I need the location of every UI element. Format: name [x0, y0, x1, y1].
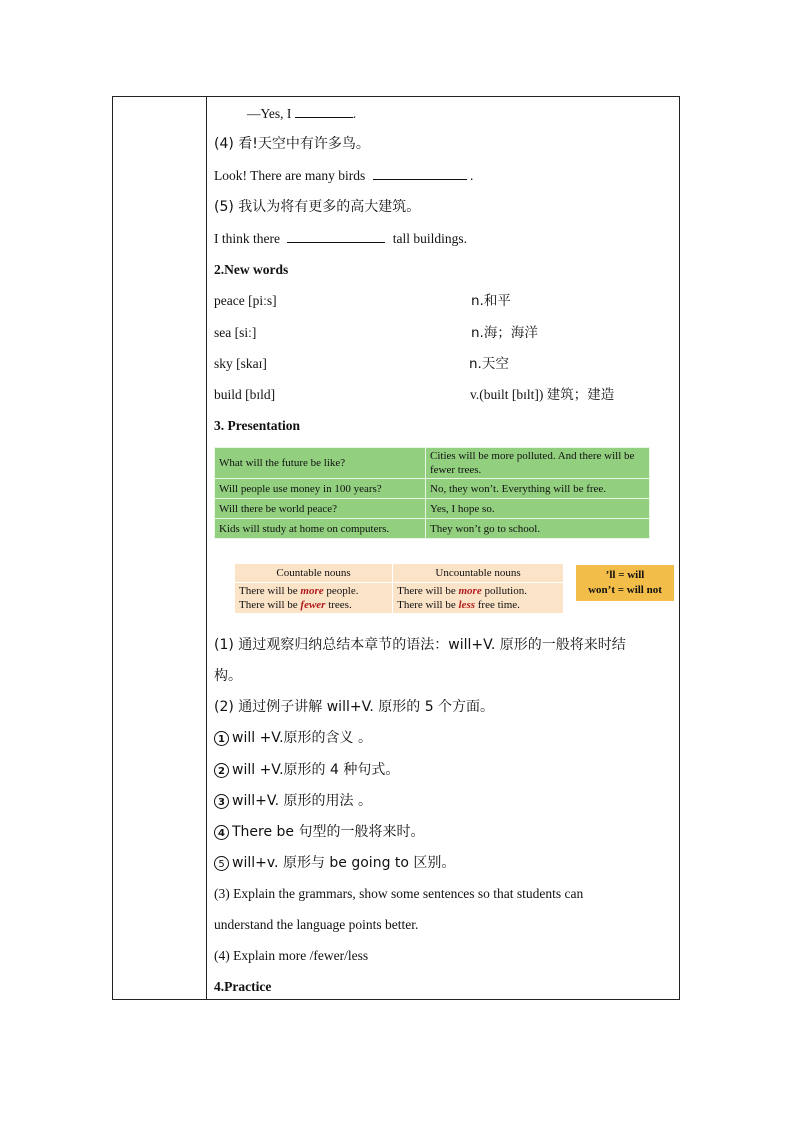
- question-5-cn: (5) 我认为将有更多的高大建筑。: [214, 199, 421, 215]
- contraction-will-not: won’t = will not: [588, 584, 662, 596]
- answer-blank[interactable]: [295, 105, 353, 118]
- question-5-en: [214, 230, 467, 248]
- meaning-sea: n.海；海洋: [471, 325, 538, 341]
- step-2: (2) 通过例子讲解 will+V. 原形的 5 个方面。: [214, 699, 495, 715]
- qa-question: Kids will study at home on computers.: [215, 519, 426, 539]
- question-4-cn: (4) 看!天空中有许多鸟。: [214, 136, 370, 152]
- contractions-box: [576, 565, 674, 601]
- number-5-icon: 5: [214, 856, 229, 871]
- point-5: [214, 854, 455, 872]
- number-3-icon: 3: [214, 794, 229, 809]
- example-text: pollution.: [481, 585, 527, 597]
- uncountable-header: Uncountable nouns: [393, 564, 564, 583]
- step-1-line-b: 构。: [214, 668, 242, 684]
- number-2-icon: 2: [214, 763, 229, 778]
- qa-answer: They won’t go to school.: [426, 519, 650, 539]
- lesson-table: [112, 96, 680, 1000]
- table-row: [235, 564, 564, 583]
- step-3-line-a: (3) Explain the grammars, show some sentences so that students can: [214, 886, 584, 901]
- qa-question: What will the future be like?: [215, 448, 426, 479]
- point-text: will+V. 原形的用法 。: [232, 793, 372, 809]
- qa-answer: No, they won’t. Everything will be free.: [426, 479, 650, 499]
- word-build: build [bɪld]: [214, 387, 276, 402]
- word-sky: sky [skaɪ]: [214, 356, 267, 371]
- point-text: will +V.原形的 4 种句式。: [232, 762, 400, 778]
- example-text: free time.: [475, 599, 520, 611]
- table-row: [215, 519, 650, 539]
- step-3-line-b: understand the language points better.: [214, 917, 419, 932]
- nouns-table: [234, 563, 564, 614]
- question-5-text-a: I think there: [214, 231, 280, 246]
- question-5-blank[interactable]: [287, 230, 385, 243]
- table-row: [215, 499, 650, 519]
- qa-table: [214, 447, 650, 539]
- uncountable-examples: [393, 583, 564, 614]
- question-5-text-b: tall buildings.: [392, 231, 467, 246]
- example-text: There will be: [239, 585, 301, 597]
- question-4-text: Look! There are many birds: [214, 168, 366, 183]
- qa-answer: Cities will be more polluted. And there will be fewer trees.: [426, 448, 650, 479]
- question-4-period: .: [469, 168, 474, 183]
- example-emphasis: more: [458, 585, 482, 597]
- answer-text: —Yes, I: [247, 106, 292, 121]
- practice-heading: 4.Practice: [214, 979, 272, 994]
- answer-period: .: [352, 106, 357, 121]
- number-4-icon: 4: [214, 825, 229, 840]
- number-1-icon: 1: [214, 731, 229, 746]
- meaning-peace: n.和平: [471, 293, 511, 309]
- presentation-heading: 3. Presentation: [214, 418, 300, 433]
- example-text: There will be: [239, 599, 301, 611]
- example-text: There will be: [397, 599, 459, 611]
- example-emphasis: fewer: [300, 599, 326, 611]
- point-1: [214, 729, 372, 747]
- example-text: people.: [323, 585, 359, 597]
- point-text: There be 句型的一般将来时。: [232, 824, 425, 840]
- example-emphasis: more: [300, 585, 324, 597]
- column-divider: [206, 97, 207, 999]
- example-text: trees.: [325, 599, 352, 611]
- point-4: [214, 823, 425, 841]
- meaning-sky: n.天空: [469, 356, 509, 372]
- table-row: [235, 583, 564, 614]
- qa-question: Will there be world peace?: [215, 499, 426, 519]
- point-3: [214, 792, 372, 810]
- qa-answer: Yes, I hope so.: [426, 499, 650, 519]
- meaning-build: v.(built [bɪlt]) 建筑；建造: [470, 387, 615, 402]
- example-emphasis: less: [458, 599, 475, 611]
- table-row: [215, 479, 650, 499]
- table-row: [215, 448, 650, 479]
- step-4: (4) Explain more /fewer/less: [214, 948, 369, 963]
- new-words-heading: 2.New words: [214, 262, 289, 277]
- word-sea: sea [siː]: [214, 325, 257, 340]
- point-text: will +V.原形的含义 。: [232, 730, 372, 746]
- countable-examples: [235, 583, 393, 614]
- step-1-line-a: (1) 通过观察归纳总结本章节的语法：will+V. 原形的一般将来时结: [214, 637, 626, 653]
- question-4-blank[interactable]: [373, 167, 467, 180]
- point-2: [214, 761, 399, 779]
- qa-question: Will people use money in 100 years?: [215, 479, 426, 499]
- contraction-will: ’ll = will: [605, 569, 645, 581]
- example-text: There will be: [397, 585, 459, 597]
- question-4-en: [214, 167, 473, 185]
- answer-line: [247, 105, 356, 123]
- point-text: will+v. 原形与 be going to 区别。: [232, 855, 456, 871]
- word-peace: peace [piːs]: [214, 293, 277, 308]
- countable-header: Countable nouns: [235, 564, 393, 583]
